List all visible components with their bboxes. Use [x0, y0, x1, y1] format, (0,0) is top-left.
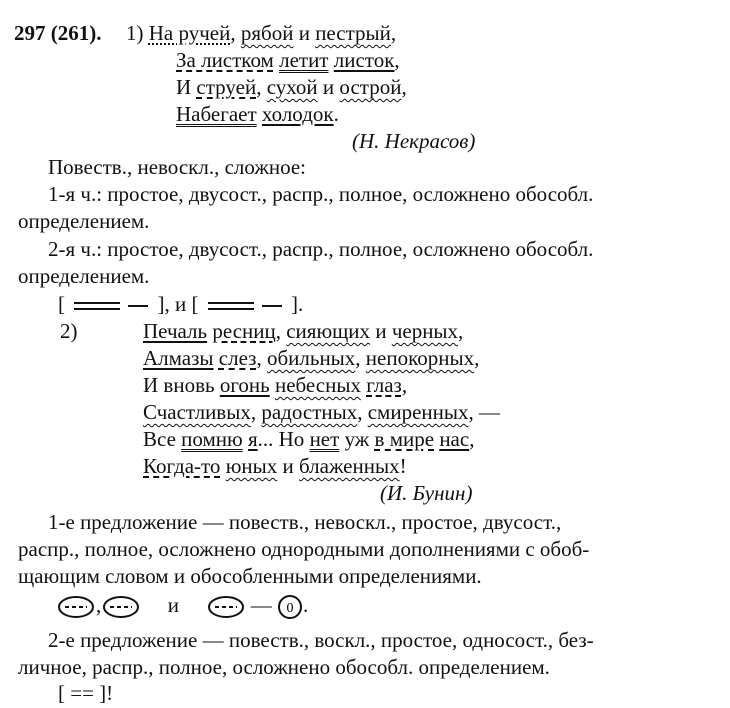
punct: , [256, 75, 267, 99]
word: радостных [261, 400, 358, 424]
punct: , [401, 75, 407, 99]
word: черных [391, 319, 459, 343]
punct: Все [143, 427, 182, 451]
poem2-line2 [143, 345, 479, 371]
word: помню [181, 427, 243, 451]
punct: ! [399, 454, 407, 478]
poem1-line3 [176, 74, 407, 100]
punct: , — [468, 400, 500, 424]
period: . [303, 593, 309, 617]
word: блаженных [298, 454, 400, 478]
punct: , [458, 319, 464, 343]
word: в мире [374, 427, 435, 451]
word: пестрый [315, 21, 391, 45]
punct: И вновь [143, 373, 220, 397]
analysis1-line2: 1-я ч.: простое, двусост., распр., полное, осложнено обособл. [48, 182, 594, 206]
analysis2-line2: распр., полное, осложнено однородными дополнениями с обоб- [18, 537, 590, 561]
analysis2-line1: 1-е предложение — повеств., невоскл., простое, двусост., [48, 510, 562, 534]
punct: уж [339, 427, 375, 451]
dash: — [250, 593, 272, 617]
analysis1-line4: 2-я ч.: простое, двусост., распр., полное, осложнено обособл. [48, 237, 594, 261]
bracket: ]. [291, 292, 304, 316]
word: непокорных [365, 346, 475, 370]
poem2-line4 [143, 399, 500, 425]
word: Набегает [176, 102, 257, 126]
punct: , [355, 346, 366, 370]
word: Когда-то [143, 454, 221, 478]
word: я [247, 427, 258, 451]
word: Счастливых [143, 400, 251, 424]
analysis1-line3: определением. [18, 209, 150, 233]
word: Алмазы [143, 346, 214, 370]
punct: и [317, 75, 340, 99]
bracket: ], [157, 292, 170, 316]
punct: , [474, 346, 480, 370]
oval-mark [56, 595, 96, 619]
oval-mark [206, 595, 246, 619]
punct: , [469, 427, 475, 451]
punct: , [275, 319, 287, 343]
analysis2-line5: личное, распр., полное, осложнено обособл. определением. [18, 655, 550, 679]
punct: , [390, 21, 397, 45]
poem1-line2 [176, 47, 400, 73]
word: острой [339, 75, 402, 99]
word: слез [218, 346, 257, 370]
poem2-line5 [143, 426, 474, 452]
punct: и [277, 454, 299, 478]
bracket: [ [191, 292, 199, 316]
word: юных [225, 454, 278, 478]
poem1-marker: 1) [126, 21, 144, 45]
word: нас [439, 427, 470, 451]
punct: , [256, 346, 267, 370]
generalizing-word-circle [277, 594, 303, 620]
subject-predicate-mark [204, 296, 286, 316]
word: смиренных [367, 400, 469, 424]
punct: И [176, 75, 197, 99]
conjunction: и [167, 593, 179, 617]
punct: и [370, 319, 392, 343]
schema3: [ == ]! [58, 681, 114, 705]
word: На ручей [148, 21, 231, 45]
zero-label: 0 [286, 601, 294, 617]
word: струей [196, 75, 257, 99]
word: сияющих [286, 319, 371, 343]
schema1 [58, 291, 303, 317]
poem1-line4 [176, 101, 339, 127]
punct: , [357, 400, 368, 424]
punct: , [394, 48, 400, 72]
word: нет [309, 427, 340, 451]
punct: и [293, 21, 316, 45]
analysis1-line1: Повеств., невоскл., сложное: [48, 155, 307, 179]
word: листок [333, 48, 395, 72]
word: холодок [261, 102, 334, 126]
poem2-line1 [143, 318, 463, 344]
word: летит [279, 48, 329, 72]
poem2-author: (И. Бунин) [380, 481, 473, 505]
poem2-line3 [143, 372, 407, 398]
punct: , [250, 400, 262, 424]
word: ресниц [212, 319, 276, 343]
analysis2-line4: 2-е предложение — повеств., воскл., простое, односост., без- [48, 628, 594, 652]
word: рябой [240, 21, 294, 45]
analysis2-line3: щающим словом и обособленными определениями. [18, 564, 482, 588]
punct: , [230, 21, 241, 45]
poem1-author: (Н. Некрасов) [352, 129, 476, 153]
subject-predicate-mark [70, 296, 152, 316]
word: Печаль [143, 319, 208, 343]
poem2-marker: 2) [60, 319, 78, 343]
analysis1-line5: определением. [18, 264, 150, 288]
word: небесных [274, 373, 361, 397]
punct: , [401, 373, 408, 397]
bracket: [ [58, 292, 65, 316]
word: обильных [266, 346, 356, 370]
punct: . [333, 102, 339, 126]
punct: ... Но [257, 427, 310, 451]
exercise-number: 297 (261). [14, 21, 102, 45]
word: огонь [219, 373, 270, 397]
word: сухой [266, 75, 318, 99]
oval-mark [101, 595, 141, 619]
poem2-line6 [143, 453, 407, 479]
word: За листком [176, 48, 274, 72]
schema2 [56, 592, 308, 620]
word: глаз [366, 373, 402, 397]
conjunction: и [175, 292, 187, 316]
comma: , [96, 593, 102, 617]
poem1-line1 [14, 20, 396, 46]
